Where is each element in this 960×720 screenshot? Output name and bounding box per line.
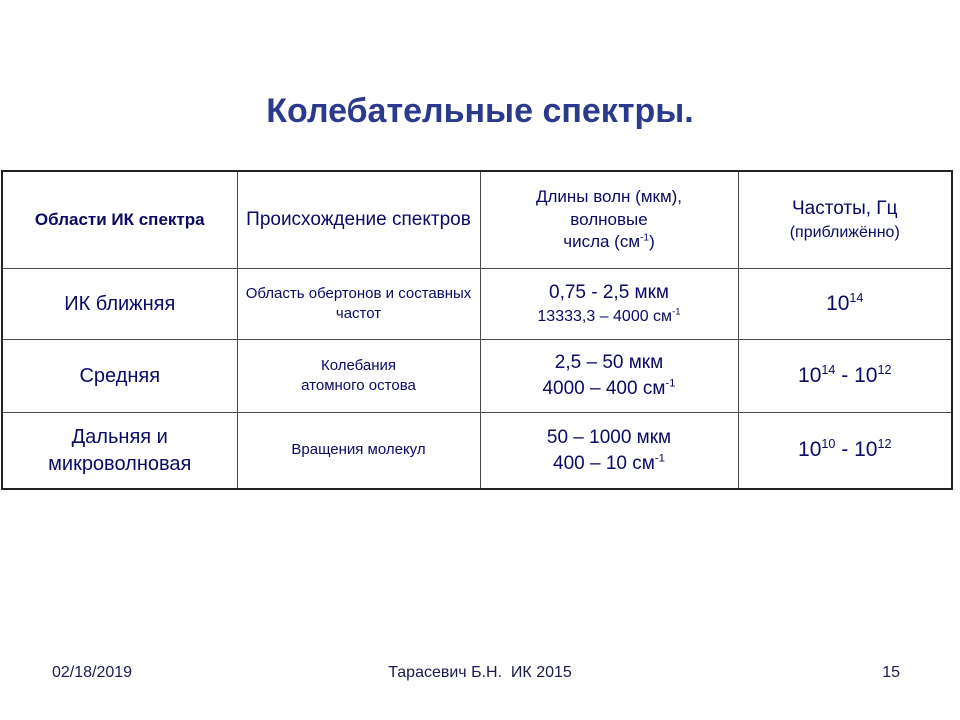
wavelength-cell: 2,5 – 50 мкм 4000 – 400 $см^{-1}$ (480, 340, 738, 413)
region-cell: ИК ближняя (2, 269, 237, 340)
origin-cell: Колебания атомного остова (237, 340, 480, 413)
frequency-cell: $10^{10} - 10^{12}$ (738, 413, 952, 490)
table-row (2, 269, 952, 340)
wavelength-cell: 50 – 1000 мкм 400 – 10 $см^{-1}$ (480, 413, 738, 490)
region-cell: Дальняя и микроволновая (2, 413, 237, 490)
footer-author: Тарасевич Б.Н. ИК 2015 (388, 664, 572, 681)
slide-title: Колебательные спектры. (266, 92, 694, 130)
spectra-table (1, 170, 953, 490)
origin-cell: Вращения молекул (237, 413, 480, 490)
table-header-row (2, 171, 952, 269)
header-region: Области ИК спектра (2, 171, 237, 269)
table-row (2, 340, 952, 413)
region-cell: Средняя (2, 340, 237, 413)
header-frequency: Частоты, Гц (приближённо) (738, 171, 952, 269)
wavelength-cell: 0,75 - 2,5 мкм 13333,3 – 4000 $см^{-1}$ (480, 269, 738, 340)
origin-cell: Область обертонов и составных частот (237, 269, 480, 340)
footer-date: 02/18/2019 (52, 664, 133, 681)
page-number: 15 (882, 664, 900, 681)
header-origin: Происхождение спектров (237, 171, 480, 269)
table-row (2, 413, 952, 490)
frequency-cell: $10^{14} - 10^{12}$ (738, 340, 952, 413)
frequency-cell: $10^{14}$ (738, 269, 952, 340)
header-wavelength: Длины волн (мкм), волновые числа $(см^{-1})$ (480, 171, 738, 269)
